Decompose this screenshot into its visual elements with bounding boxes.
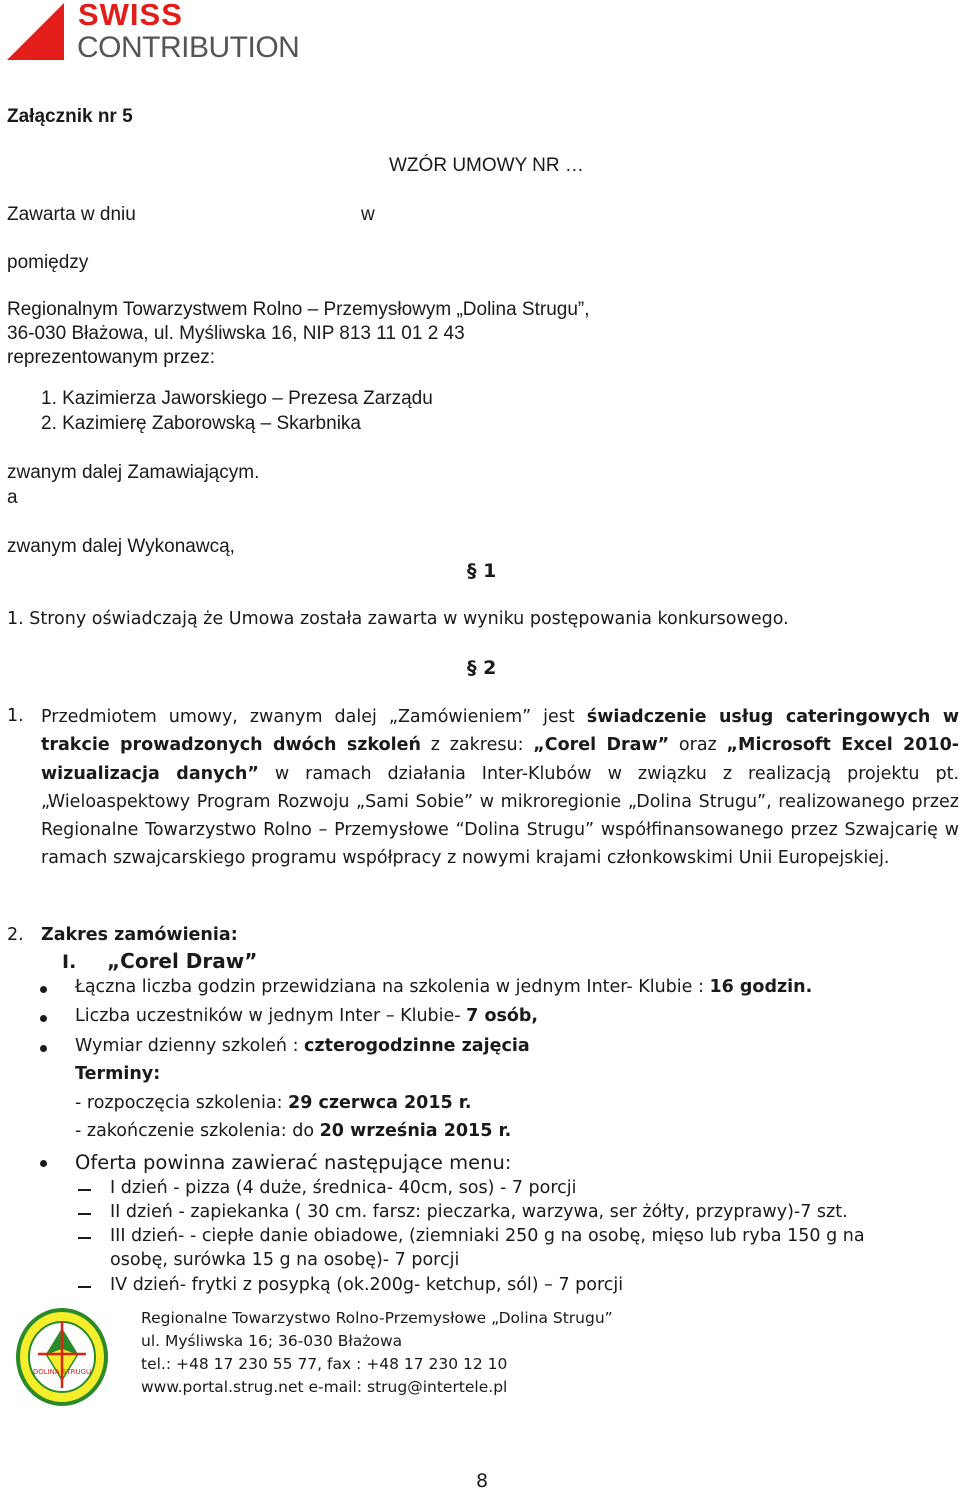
- scope-title: Zakres zamówienia:: [41, 925, 238, 945]
- contract-title: WZÓR UMOWY NR …: [389, 155, 584, 176]
- term-label: - zakończenie szkolenia: do: [75, 1121, 320, 1141]
- dash-icon: [78, 1237, 91, 1239]
- bullet-daily: [75, 1036, 530, 1056]
- item-1-number: 1.: [7, 706, 24, 726]
- bullet-text: Wymiar dzienny szkoleń :: [75, 1036, 305, 1056]
- subject-text: w ramach działania Inter-Klubów w związku z realizacją projektu pt. „Wieloaspektowy Program Rozwoju „Sami Sobie” w mikroregionie „Dolina Strugu”, realizowanego przez Regionalne Towarzystwo Rolno – Przemysłowe “Dolina Strugu” współfinansowanego przez Szwajcarię w ramach szwajcarskiego programu współpracy z nowymi krajami członkowskimi Unii Europejskiej.: [41, 763, 960, 869]
- menu-item-3: III dzień- - ciepłe danie obiadowe, (ziemniaki 250 g na osobę, mięso lub ryba 150 g na: [110, 1226, 865, 1246]
- footer-address: ul. Myśliwska 16; 36-030 Błażowa: [141, 1332, 403, 1350]
- section-1-item: 1. Strony oświadczają że Umowa została zawarta w wyniku postępowania konkursowego.: [7, 609, 789, 629]
- term-date: 20 września 2015 r.: [319, 1121, 512, 1141]
- subject-course-1: „Corel Draw”: [533, 735, 670, 756]
- scope-number: 2.: [7, 925, 24, 945]
- bullet-icon: [40, 1160, 47, 1167]
- page-number: 8: [476, 1470, 489, 1492]
- subject-course-2: „Microsoft Excel 2010- wizualizacja danych”: [41, 735, 960, 784]
- dash-icon: [78, 1286, 91, 1288]
- contract-subject-paragraph: [41, 703, 959, 873]
- subject-text: oraz: [669, 735, 727, 756]
- section-2-heading: § 2: [467, 657, 497, 679]
- between-label: pomiędzy: [7, 252, 89, 273]
- footer-org: Regionalne Towarzystwo Rolno-Przemysłowe „Dolina Strugu”: [141, 1309, 613, 1327]
- seal-text: DOLINA STRUGU: [32, 1368, 92, 1376]
- dolina-strugu-seal-icon: [16, 1308, 108, 1406]
- bullet-value: 16 godzin.: [709, 977, 813, 997]
- party1-represented: reprezentowanym przez:: [7, 347, 216, 368]
- bullet-value: czterogodzinne zajęcia: [304, 1036, 530, 1056]
- footer-phone: tel.: +48 17 230 55 77, fax : +48 17 230 12 10: [141, 1355, 508, 1373]
- term-end: [75, 1121, 511, 1141]
- terms-title: Terminy:: [75, 1064, 161, 1084]
- bullet-icon: [40, 1015, 47, 1022]
- party1-called: zwanym dalej Zamawiającym.: [7, 462, 260, 483]
- term-label: - rozpoczęcia szkolenia:: [75, 1093, 289, 1113]
- subject-text: z zakresu:: [420, 735, 534, 756]
- swiss-flag-icon: [7, 3, 64, 60]
- menu-title: Oferta powinna zawierać następujące menu:: [75, 1151, 512, 1174]
- menu-item-4: IV dzień- frytki z posypką (ok.200g- ketchup, sól) – 7 porcji: [110, 1275, 624, 1295]
- representative-1: 1. Kazimierza Jaworskiego – Prezesa Zarządu: [41, 388, 433, 409]
- party1-address: 36-030 Błażowa, ul. Myśliwska 16, NIP 813 11 01 2 43: [7, 323, 465, 344]
- menu-item-2: II dzień - zapiekanka ( 30 cm. farsz: pieczarka, warzywa, ser żółty, przyprawy)-7 szt.: [110, 1202, 848, 1222]
- subject-text: Przedmiotem umowy, zwanym dalej „Zamówieniem” jest: [41, 707, 587, 727]
- bullet-text: Łączna liczba godzin przewidziana na szkolenia w jednym Inter- Klubie :: [75, 977, 710, 997]
- logo-contribution-text: CONTRIBUTION: [77, 31, 300, 64]
- logo-swiss-text: SWISS: [78, 0, 183, 32]
- subsection-title: „Corel Draw”: [107, 949, 258, 973]
- section-1-heading: § 1: [467, 560, 497, 582]
- bullet-icon: [40, 1045, 47, 1052]
- subsection-number: I.: [62, 951, 77, 973]
- signed-place-label: w: [361, 204, 375, 225]
- dash-icon: [78, 1189, 91, 1191]
- footer-web: www.portal.strug.net e-mail: strug@intertele.pl: [141, 1378, 508, 1396]
- subject-service: świadczenie usług cateringowych w trakcie prowadzonych dwóch szkoleń: [41, 707, 959, 756]
- attachment-label: Załącznik nr 5: [7, 106, 133, 127]
- bullet-icon: [40, 986, 47, 993]
- bullet-value: 7 osób,: [466, 1006, 539, 1026]
- representative-2: 2. Kazimierę Zaborowską – Skarbnika: [41, 413, 361, 434]
- bullet-hours: [75, 977, 812, 997]
- and-label: a: [7, 487, 18, 508]
- party2-called: zwanym dalej Wykonawcą,: [7, 536, 235, 557]
- menu-item-1: I dzień - pizza (4 duże, średnica- 40cm, sos) - 7 porcji: [110, 1178, 577, 1198]
- term-date: 29 czerwca 2015 r.: [288, 1093, 472, 1113]
- signed-date-label: Zawarta w dniu: [7, 204, 136, 225]
- bullet-participants: [75, 1006, 538, 1026]
- bullet-text: Liczba uczestników w jednym Inter – Klubie-: [75, 1006, 467, 1026]
- term-start: [75, 1093, 472, 1113]
- party1-name: Regionalnym Towarzystwem Rolno – Przemysłowym „Dolina Strugu”,: [7, 299, 590, 320]
- dash-icon: [78, 1213, 91, 1215]
- menu-item-3-cont: osobę, surówka 15 g na osobę)- 7 porcji: [110, 1250, 460, 1270]
